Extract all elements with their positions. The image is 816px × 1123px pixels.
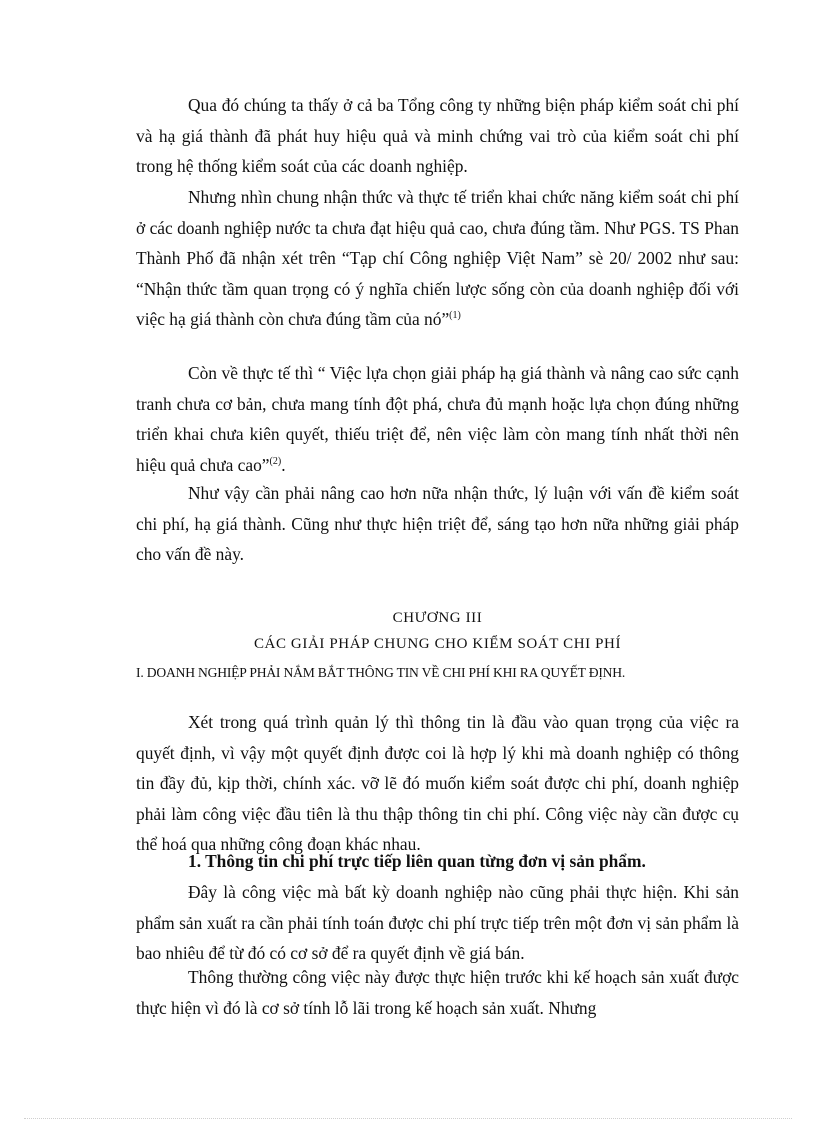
paragraph-text: Qua đó chúng ta thấy ở cả ba Tổng công ty những biện pháp kiểm soát chi phí và hạ giá thành đã phát huy hiệu quả và minh chứng vai trò của kiểm soát chi phí trong hệ thống kiểm soát của các doanh nghiệp.	[136, 95, 739, 176]
paragraph-text: Nhưng nhìn chung nhận thức và thực tế triển khai chức năng kiểm soát chi phí ở các doanh nghiệp nước ta chưa đạt hiệu quả cao, chưa đúng tầm. Như PGS. TS Phan Thành Phố đã nhận xét trên “Tạp chí Công nghiệp Việt Nam” sè 20/ 2002 như sau: “Nhận thức tầm quan trọng có ý nghĩa chiến lược sống còn của doanh nghiệp đối với việc hạ giá thành còn chưa đúng tầm của nó”	[136, 187, 739, 329]
paragraph-direct-cost	[136, 877, 739, 969]
paragraph-text: Xét trong quá trình quản lý thì thông tin là đầu vào quan trọng của việc ra quyết định, vì vậy một quyết định được coi là hợp lý khi mà doanh nghiệp có thông tin đầy đủ, kịp thời, chính xác. vỡ lẽ đó muốn kiểm soát được chi phí, doanh nghiệp phải làm công việc đầu tiên là thu thập thông tin chi phí. Công việc này cần được cụ thể hoá qua những công đoạn khác nhau.	[136, 712, 739, 854]
paragraph-text: Như vậy cần phải nâng cao hơn nữa nhận thức, lý luận với vấn đề kiểm soát chi phí, hạ giá thành. Cũng như thực hiện triệt để, sáng tạo hơn nữa những giải pháp cho vấn đề này.	[136, 483, 739, 564]
chapter-number: CHƯƠNG III	[392, 610, 483, 626]
paragraph-information-input	[136, 707, 739, 860]
section-title: I. DOANH NGHIỆP PHẢI NẮM BẮT THÔNG TIN VỀ CHI PHÍ KHI RA QUYẾT ĐỊNH.	[136, 665, 626, 680]
paragraph-text: Đây là công việc mà bất kỳ doanh nghiệp nào cũng phải thực hiện. Khi sản phẩm sản xuất ra cần phải tính toán được chi phí trực tiếp trên một đơn vị sản phẩm là bao nhiêu để từ đó có cơ sở để ra quyết định về giá bán.	[136, 882, 739, 963]
paragraph-conclusion	[136, 478, 739, 570]
paragraph-planning	[136, 962, 739, 1023]
page-footer-divider	[24, 1118, 792, 1119]
chapter-title: CÁC GIẢI PHÁP CHUNG CHO KIỂM SOÁT CHI PHÍ	[253, 636, 622, 652]
paragraph-awareness-quote	[136, 182, 739, 335]
paragraph-text: Thông thường công việc này được thực hiện trước khi kế hoạch sản xuất được thực hiện vì đó là cơ sở tính lỗ lãi trong kế hoạch sản xuất. Nhưng	[136, 967, 739, 1018]
subsection-title: 1. Thông tin chi phí trực tiếp liên quan từng đơn vị sản phẩm.	[188, 851, 646, 871]
footnote-ref-2: (2)	[269, 455, 282, 467]
paragraph-practice-quote	[136, 358, 739, 480]
paragraph-text: Còn về thực tế thì “ Việc lựa chọn giải pháp hạ giá thành và nâng cao sức cạnh tranh chưa cơ bản, chưa mang tính đột phá, chưa đủ mạnh hoặc lựa chọn đúng những triển khai chưa kiên quyết, thiếu triệt để, nên việc làm còn mang tính nhất thời nên hiệu quả chưa cao”	[136, 363, 739, 475]
paragraph-cost-control-effectiveness	[136, 90, 739, 182]
paragraph-end-mark: .	[281, 454, 286, 475]
footnote-ref-1: (1)	[449, 310, 461, 321]
